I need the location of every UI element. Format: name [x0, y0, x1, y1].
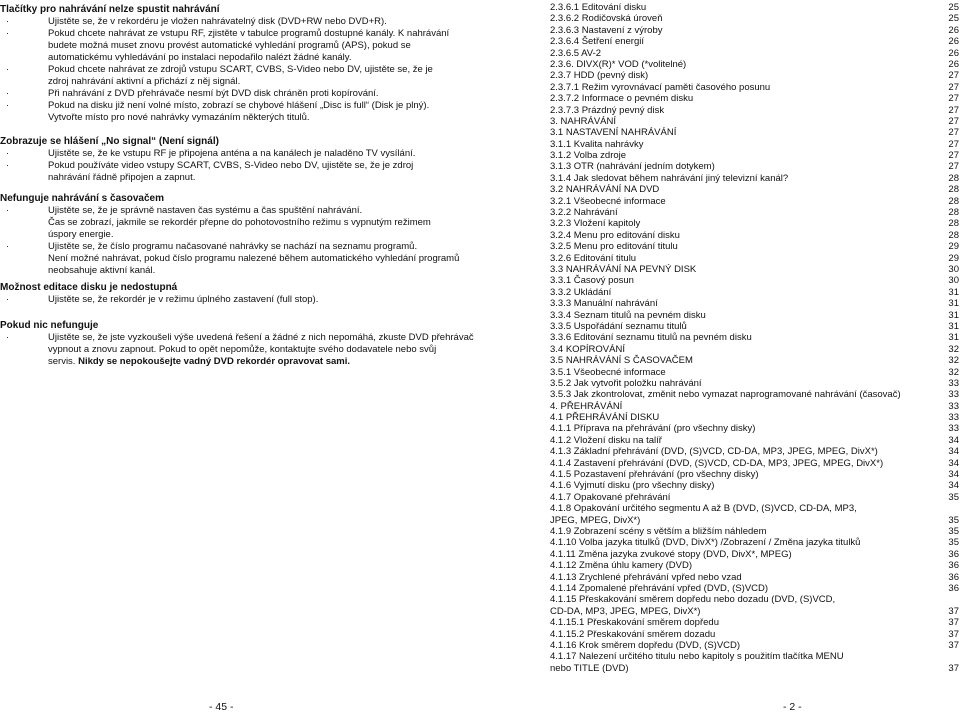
bullet-line: úspory energie. — [48, 229, 114, 240]
toc-entry — [550, 241, 959, 252]
toc-page-number: 30 — [948, 275, 959, 287]
bullet-line: zdroj nahrávání aktivní a přichází z něj signál. — [48, 76, 241, 87]
troubleshooting-section — [0, 4, 470, 124]
toc-entry — [550, 401, 959, 412]
toc-entry — [550, 25, 959, 36]
bullet-line: Ujistěte se, že číslo programu načasované nahrávky se nachází na seznamu programů. — [48, 241, 418, 252]
bullet-line: Při nahrávání z DVD přehrávače nesmí být DVD disk chráněn proti kopírování. — [48, 88, 379, 99]
toc-entry — [550, 230, 959, 241]
bullet-item — [0, 205, 470, 241]
bullet-item — [0, 16, 470, 28]
toc-entry-title: 3.4 KOPÍROVÁNÍ — [550, 343, 625, 355]
toc-entry-title: 4.1 PŘEHRÁVÁNÍ DISKU — [550, 412, 660, 424]
bullet-line: Ujistěte se, že rekordér je v režimu úplného zastavení (full stop). — [48, 294, 319, 305]
toc-entry-title: 2.3.6.2 Rodičovská úroveň — [550, 13, 663, 25]
bullet-mark: · — [6, 28, 10, 39]
toc-entry — [550, 389, 959, 400]
toc-entry — [550, 344, 959, 355]
toc-entry — [550, 93, 959, 104]
toc-entry — [550, 82, 959, 93]
toc-entry-title: 3.5.2 Jak vytvořit položku nahrávání — [550, 377, 702, 389]
bullet-mark: · — [6, 88, 10, 99]
toc-entry — [550, 173, 959, 184]
toc-page-number: 27 — [948, 138, 959, 150]
toc-entry-title: 4.1.12 Změna úhlu kamery (DVD) — [550, 560, 693, 572]
toc-entry-title: 3.5 NAHRÁVÁNÍ S ČASOVAČEM — [550, 355, 693, 367]
toc-entry — [550, 629, 959, 640]
bullet-line: Čas se zobrazí, jakmile se rekordér přepne do pohotovostního režimu s vypnutým režimem — [48, 217, 431, 228]
toc-entry — [550, 526, 959, 537]
toc-entry-title: 4.1.7 Opakované přehrávání — [550, 491, 671, 503]
toc-entry — [550, 2, 959, 13]
toc-page-number: 34 — [948, 469, 959, 481]
bullet-line: vypnout a znovu zapnout. Pokud to opět nepomůže, kontaktujte svého dodavatele nebo svůj — [48, 344, 437, 355]
toc-entry-title: 4.1.8 Opakování určitého segmentu A až B (DVD, (S)VCD, CD-DA, MP3, — [550, 503, 857, 515]
bullet-mark: · — [6, 16, 10, 27]
page-number-left: - 45 - — [209, 701, 234, 713]
toc-page-number: 35 — [948, 525, 959, 537]
bullet-line: Pokud na disku již není volné místo, zobrazí se chybové hlášení „Disc is full“ (Disk je plný). — [48, 100, 430, 111]
bullet-line: Ujistěte se, že ke vstupu RF je připojena anténa a na kanálech je naladěno TV vysílání. — [48, 148, 416, 159]
toc-entry — [550, 13, 959, 24]
toc-page-number: 34 — [948, 434, 959, 446]
toc-entry-title: 4.1.2 Vložení disku na talíř — [550, 434, 662, 446]
toc-page-number: 25 — [948, 2, 959, 13]
toc-entry — [550, 161, 959, 172]
toc-entry-title: 4.1.5 Pozastavení přehrávání (pro všechny disky) — [550, 469, 759, 481]
toc-entry — [550, 332, 959, 343]
bullet-mark: · — [6, 160, 10, 171]
toc-page-number: 28 — [948, 207, 959, 219]
toc-entry-title-continued: JPEG, MPEG, DivX*) — [550, 514, 641, 526]
toc-entry-title: 3.1 NASTAVENÍ NAHRÁVÁNÍ — [550, 127, 677, 139]
toc-entry — [550, 423, 959, 434]
toc-entry — [550, 537, 959, 548]
bullet-line: Vytvořte místo pro nové nahrávky vymazáním některých titulů. — [48, 112, 310, 123]
toc-entry-title: 4.1.4 Zastavení přehrávání (DVD, (S)VCD, CD-DA, MP3, JPEG, MPEG, DivX*) — [550, 457, 884, 469]
toc-entry-title: 3.2.5 Menu pro editování titulu — [550, 241, 678, 253]
toc-page-number: 27 — [948, 150, 959, 162]
table-of-contents — [550, 2, 959, 674]
toc-entry — [550, 253, 959, 264]
toc-entry — [550, 492, 959, 503]
toc-page-number: 32 — [948, 343, 959, 355]
toc-page-number: 35 — [948, 514, 959, 526]
toc-entry — [550, 264, 959, 275]
toc-entry-title: 2.3.6. DIVX(R)* VOD (*volitelné) — [550, 58, 687, 70]
toc-entry — [550, 549, 959, 560]
toc-page-number: 33 — [948, 412, 959, 424]
toc-entry — [550, 617, 959, 628]
troubleshooting-section — [0, 282, 470, 306]
toc-page-number: 34 — [948, 457, 959, 469]
toc-entry — [550, 458, 959, 469]
page-number-right: - 2 - — [783, 701, 802, 713]
right-page — [535, 0, 960, 714]
bullet-item — [0, 64, 470, 88]
toc-entry — [550, 469, 959, 480]
toc-entry-title: 4.1.15 Přeskakování směrem dopředu nebo dozadu (DVD, (S)VCD, — [550, 594, 836, 606]
bullet-line: Pokud používáte video vstupy SCART, CVBS, S-Video nebo DV, ujistěte se, že je zdroj — [48, 160, 414, 171]
toc-page-number: 31 — [948, 298, 959, 310]
toc-entry-title: 2.3.7.1 Režim vyrovnávací paměti časového posunu — [550, 81, 771, 93]
toc-page-number: 37 — [948, 628, 959, 640]
toc-page-number: 28 — [948, 195, 959, 207]
bullet-line: automatickému vyhledávání po instalaci nepodařilo nalézt žádné kanály. — [48, 52, 352, 63]
toc-entry-title: 4.1.17 Nalezení určitého titulu nebo kapitoly s použitím tlačítka MENU — [550, 651, 844, 663]
bullet-item — [0, 294, 470, 306]
toc-entry-title: 3.3.1 Časový posun — [550, 275, 634, 287]
toc-page-number: 36 — [948, 548, 959, 560]
toc-entry-title: 3.5.1 Všeobecné informace — [550, 366, 666, 378]
toc-page-number: 27 — [948, 70, 959, 82]
bullet-line: budete možná muset znovu provést automatické vyhledání programů (APS), pokud se — [48, 40, 411, 51]
bullet-item — [0, 332, 474, 368]
toc-entry-title: 3.3.6 Editování seznamu titulů na pevném disku — [550, 332, 752, 344]
toc-entry-title: 3.1.4 Jak sledovat během nahrávání jiný televizní kanál? — [550, 172, 789, 184]
toc-entry — [550, 196, 959, 207]
toc-page-number: 36 — [948, 582, 959, 594]
toc-page-number: 31 — [948, 309, 959, 321]
toc-entry-title: 2.3.6.5 AV-2 — [550, 47, 602, 59]
troubleshooting-section — [0, 193, 470, 277]
toc-entry-title: 4.1.6 Vyjmutí disku (pro všechny disky) — [550, 480, 715, 492]
toc-entry — [550, 640, 959, 651]
bullet-mark: · — [6, 100, 10, 111]
toc-entry-title: 3.5.3 Jak zkontrolovat, změnit nebo vymazat naprogramované nahrávání (časovač) — [550, 389, 901, 401]
toc-entry-title: 2.3.7.2 Informace o pevném disku — [550, 93, 694, 105]
toc-entry-title: 3.3.2 Ukládání — [550, 286, 612, 298]
toc-entry-title: 3.2.2 Nahrávání — [550, 207, 618, 219]
toc-page-number: 27 — [948, 104, 959, 116]
toc-page-number: 27 — [948, 81, 959, 93]
toc-entry — [550, 207, 959, 218]
bullet-line: nahrávání řádně připojen a zapnut. — [48, 172, 196, 183]
toc-page-number: 27 — [948, 93, 959, 105]
toc-entry-title: 4.1.3 Základní přehrávání (DVD, (S)VCD, CD-DA, MP3, JPEG, MPEG, DivX*) — [550, 446, 878, 458]
toc-entry — [550, 48, 959, 59]
bullet-item — [0, 241, 470, 277]
bullet-line: Ujistěte se, že je správně nastaven čas systému a čas spuštění nahrávání. — [48, 205, 363, 216]
toc-entry-title: 3.3.4 Seznam titulů na pevném disku — [550, 309, 706, 321]
troubleshooting-section — [0, 320, 474, 368]
bullet-line: Pokud chcete nahrávat ze vstupu RF, zjistěte v tabulce programů dostupné kanály. K nahrávání — [48, 28, 450, 39]
troubleshooting-section — [0, 136, 470, 184]
bullet-text: servis. — [48, 356, 79, 367]
bullet-line — [48, 356, 470, 368]
bullet-mark: · — [6, 241, 10, 252]
toc-entry-title-continued: nebo TITLE (DVD) — [550, 662, 629, 674]
toc-page-number: 31 — [948, 320, 959, 332]
toc-entry-title: 3.2.4 Menu pro editování disku — [550, 229, 680, 241]
toc-entry-title: 3.3.5 Uspořádání seznamu titulů — [550, 320, 687, 332]
bullet-mark: · — [6, 148, 10, 159]
toc-entry-title: 3.2.1 Všeobecné informace — [550, 195, 666, 207]
toc-entry — [550, 150, 959, 161]
toc-page-number: 26 — [948, 47, 959, 59]
toc-entry — [550, 184, 959, 195]
toc-entry-title: 3.2.6 Editování titulu — [550, 252, 637, 264]
toc-entry-title: 4.1.1 Příprava na přehrávání (pro všechny disky) — [550, 423, 756, 435]
toc-page-number: 26 — [948, 58, 959, 70]
toc-entry — [550, 59, 959, 70]
toc-page-number: 35 — [948, 537, 959, 549]
toc-entry-title: 3.1.3 OTR (nahrávání jedním dotykem) — [550, 161, 715, 173]
toc-entry — [550, 116, 959, 127]
toc-page-number: 34 — [948, 446, 959, 458]
bullet-line: Není možné nahrávat, pokud číslo programu nalezené během automatického vyhledání programů — [48, 253, 460, 264]
toc-entry-title: 2.3.6.1 Editování disku — [550, 2, 647, 13]
toc-page-number: 33 — [948, 389, 959, 401]
toc-page-number: 28 — [948, 218, 959, 230]
toc-page-number: 27 — [948, 127, 959, 139]
toc-entry — [550, 480, 959, 491]
toc-entry — [550, 355, 959, 366]
toc-page-number: 32 — [948, 355, 959, 367]
toc-entry-title: 2.3.7 HDD (pevný disk) — [550, 70, 649, 82]
bullet-line: Ujistěte se, že v rekordéru je vložen nahrávatelný disk (DVD+RW nebo DVD+R). — [48, 16, 387, 27]
section-title: Pokud nic nefunguje — [0, 320, 99, 331]
toc-entry-title: 4.1.9 Zobrazení scény s větším a bližším náhledem — [550, 525, 767, 537]
toc-page-number: 28 — [948, 172, 959, 184]
toc-entry-title-continued: CD-DA, MP3, JPEG, MPEG, DivX*) — [550, 605, 701, 617]
bullet-line: Pokud chcete nahrávat ze zdrojů vstupu SCART, CVBS, S-Video nebo DV, ujistěte se, že je — [48, 64, 433, 75]
toc-entry — [550, 572, 959, 583]
bullet-mark: · — [6, 205, 10, 216]
toc-page-number: 25 — [948, 13, 959, 25]
toc-entry — [550, 105, 959, 116]
toc-page-number: 37 — [948, 617, 959, 629]
toc-page-number: 27 — [948, 161, 959, 173]
toc-entry — [550, 139, 959, 150]
toc-entry — [550, 378, 959, 389]
toc-entry-title: 3.3.3 Manuální nahrávání — [550, 298, 658, 310]
toc-entry — [550, 310, 959, 321]
section-title: Tlačítky pro nahrávání nelze spustit nahrávání — [0, 4, 220, 15]
bullet-mark: · — [6, 332, 10, 343]
toc-entry — [550, 560, 959, 571]
toc-page-number: 26 — [948, 24, 959, 36]
section-title: Zobrazuje se hlášení „No signal“ (Není signál) — [0, 136, 219, 147]
toc-entry-title: 4.1.15.1 Přeskakování směrem dopředu — [550, 617, 719, 629]
toc-entry — [550, 127, 959, 138]
toc-entry-title: 4.1.13 Zrychlené přehrávání vpřed nebo vzad — [550, 571, 742, 583]
toc-page-number: 35 — [948, 491, 959, 503]
toc-page-number: 29 — [948, 252, 959, 264]
toc-entry-title: 3.3 NAHRÁVÁNÍ NA PEVNÝ DISK — [550, 263, 697, 275]
toc-entry-title: 4.1.14 Zpomalené přehrávání vpřed (DVD, (S)VCD) — [550, 582, 769, 594]
toc-entry — [550, 503, 959, 526]
toc-page-number: 34 — [948, 480, 959, 492]
toc-entry — [550, 651, 959, 674]
toc-page-number: 30 — [948, 263, 959, 275]
toc-entry-title: 4.1.16 Krok směrem dopředu (DVD, (S)VCD) — [550, 639, 741, 651]
toc-entry-title: 2.3.7.3 Prázdný pevný disk — [550, 104, 665, 116]
toc-entry — [550, 446, 959, 457]
toc-page-number: 26 — [948, 36, 959, 48]
toc-page-number: 31 — [948, 332, 959, 344]
bullet-mark: · — [6, 64, 10, 75]
toc-page-number: 37 — [948, 662, 959, 674]
toc-page-number: 33 — [948, 423, 959, 435]
section-title: Možnost editace disku je nedostupná — [0, 282, 178, 293]
toc-entry-title: 3.2.3 Vložení kapitoly — [550, 218, 641, 230]
toc-entry — [550, 36, 959, 47]
bullet-item — [0, 88, 470, 100]
bullet-item — [0, 160, 470, 184]
toc-page-number: 37 — [948, 605, 959, 617]
toc-page-number: 31 — [948, 286, 959, 298]
bullet-item — [0, 148, 470, 160]
toc-entry — [550, 275, 959, 286]
toc-page-number: 27 — [948, 115, 959, 127]
toc-page-number: 29 — [948, 241, 959, 253]
toc-page-number: 32 — [948, 366, 959, 378]
toc-entry-title: 2.3.6.4 Šetření energií — [550, 36, 645, 48]
section-title: Nefunguje nahrávání s časovačem — [0, 193, 164, 204]
warning-text: Nikdy se nepokoušejte vadný DVD rekordér opravovat sami. — [78, 356, 350, 367]
toc-page-number: 28 — [948, 229, 959, 241]
toc-entry — [550, 367, 959, 378]
toc-page-number: 36 — [948, 571, 959, 583]
bullet-mark: · — [6, 294, 10, 305]
toc-entry-title: 3.2 NAHRÁVÁNÍ NA DVD — [550, 184, 660, 196]
bullet-item — [0, 100, 470, 124]
toc-entry — [550, 594, 959, 617]
toc-entry-title: 3.1.1 Kvalita nahrávky — [550, 138, 644, 150]
toc-entry-title: 2.3.6.3 Nastavení z výroby — [550, 24, 663, 36]
toc-page-number: 36 — [948, 560, 959, 572]
bullet-line: neobsahuje aktivní kanál. — [48, 265, 156, 276]
toc-entry-title: 3.1.2 Volba zdroje — [550, 150, 627, 162]
toc-page-number: 33 — [948, 400, 959, 412]
toc-entry-title: 3. NAHRÁVÁNÍ — [550, 115, 616, 127]
toc-entry — [550, 435, 959, 446]
toc-entry — [550, 70, 959, 81]
toc-page-number: 37 — [948, 639, 959, 651]
toc-page-number: 28 — [948, 184, 959, 196]
toc-entry — [550, 218, 959, 229]
bullet-item — [0, 28, 470, 64]
toc-entry — [550, 412, 959, 423]
toc-entry-title: 4.1.15.2 Přeskakování směrem dozadu — [550, 628, 716, 640]
toc-page-number: 33 — [948, 377, 959, 389]
toc-entry — [550, 321, 959, 332]
toc-entry — [550, 298, 959, 309]
left-page — [0, 0, 474, 714]
toc-entry-title: 4.1.11 Změna jazyka zvukové stopy (DVD, DivX*, MPEG) — [550, 548, 792, 560]
bullet-line: Ujistěte se, že jste vyzkoušeli výše uvedená řešení a žádné z nich nepomáhá, zkuste DVD přehrávač — [48, 332, 474, 343]
toc-entry — [550, 287, 959, 298]
toc-entry-title: 4. PŘEHRÁVÁNÍ — [550, 400, 623, 412]
toc-entry-title: 4.1.10 Volba jazyka titulků (DVD, DivX*) /Zobrazení / Změna jazyka titulků — [550, 537, 861, 549]
toc-entry — [550, 583, 959, 594]
